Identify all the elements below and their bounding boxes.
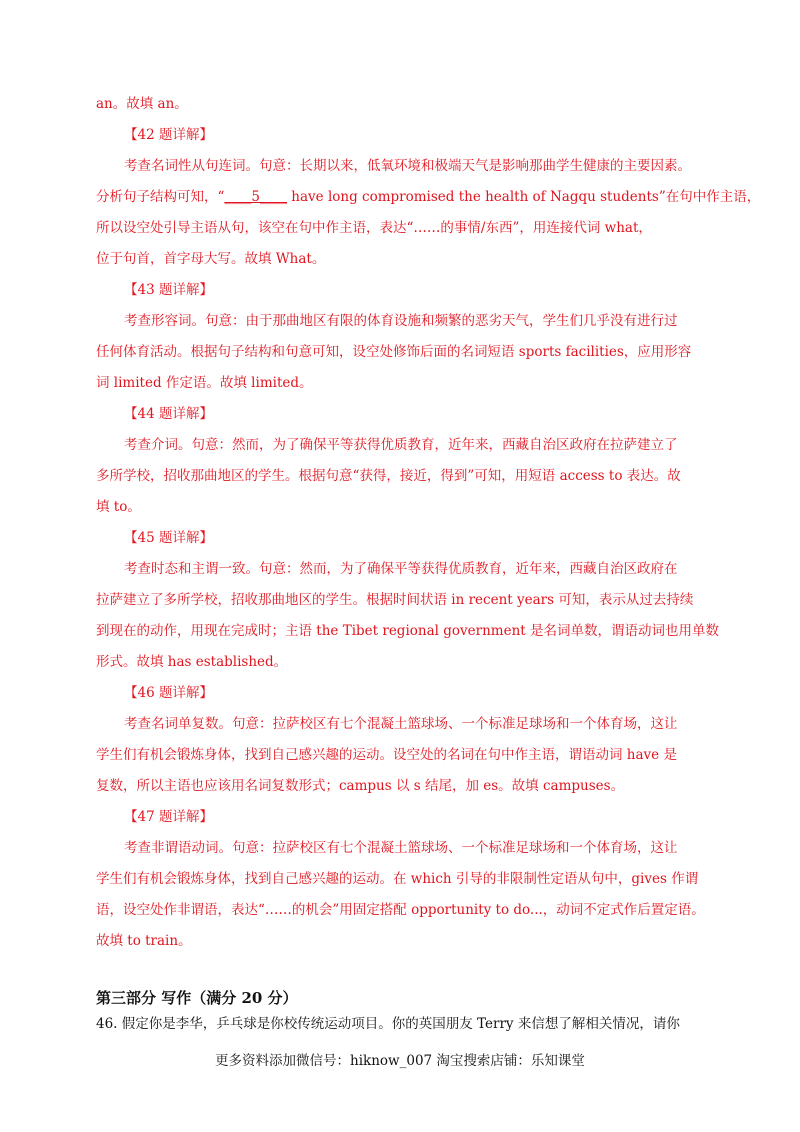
question-46: 46. 假定你是李华，乒乓球是你校传统运动项目。你的英国朋友 Terry 来信想了解相关情况，请你	[96, 1016, 680, 1032]
text-fragment: 分析句子结构可知，“	[96, 189, 225, 205]
text-line: 到现在的动作，用现在完成时；主语 the Tibet regional government 是名词单数，谓语动词也用单数	[96, 623, 719, 639]
text-line: 复数，所以主语也应该用名词复数形式；campus 以 s 结尾，加 es。故填 campuses。	[96, 778, 625, 794]
text-line: 考查时态和主谓一致。句意：然而，为了确保平等获得优质教育，近年来，西藏自治区政府在	[124, 561, 678, 577]
heading-45: 【45 题详解】	[124, 530, 213, 546]
heading-47: 【47 题详解】	[124, 809, 213, 825]
text-line: 考查形容词。句意：由于那曲地区有限的体育设施和频繁的恶劣天气，学生们几乎没有进行过	[124, 313, 678, 329]
text-fragment: have long compromised the health of Nagqu students”在句中作主语，	[287, 189, 761, 205]
section-title: 第三部分 写作（满分 20 分）	[96, 989, 298, 1007]
text-line: 词 limited 作定语。故填 limited。	[96, 375, 313, 391]
text-line: 考查名词单复数。句意：拉萨校区有七个混凝土篮球场、一个标准足球场和一个体育场，这让	[124, 716, 678, 732]
text-line: 考查非谓语动词。句意：拉萨校区有七个混凝土篮球场、一个标准足球场和一个体育场，这让	[124, 840, 678, 856]
text-line: 位于句首，首字母大写。故填 What。	[96, 251, 326, 267]
text-line-an: an。故填 an。	[96, 96, 188, 112]
text-line: 多所学校，招收那曲地区的学生。根据句意“获得，接近，得到”可知，用短语 access to 表达。故	[96, 468, 681, 484]
text-line: 考查介词。句意：然而，为了确保平等获得优质教育，近年来，西藏自治区政府在拉萨建立了	[124, 437, 678, 453]
page-footer: 更多资料添加微信号：hiknow_007 淘宝搜索店铺：乐知课堂	[215, 1053, 585, 1069]
heading-46: 【46 题详解】	[124, 685, 213, 701]
text-line: 学生们有机会锻炼身体，找到自己感兴趣的运动。在 which 引导的非限制性定语从句中，gives 作谓	[96, 871, 699, 887]
blank-5: ____5____	[224, 189, 287, 205]
heading-42: 【42 题详解】	[124, 127, 213, 143]
text-line: 拉萨建立了多所学校，招收那曲地区的学生。根据时间状语 in recent years 可知，表示从过去持续	[96, 592, 694, 608]
text-line: 故填 to train。	[96, 933, 192, 949]
heading-43: 【43 题详解】	[124, 282, 213, 298]
text-line: 填 to。	[96, 499, 141, 515]
text-line: 任何体育活动。根据句子结构和句意可知，设空处修饰后面的名词短语 sports facilities，应用形容	[96, 344, 692, 360]
text-line-blank	[96, 188, 761, 206]
text-line: 形式。故填 has established。	[96, 654, 288, 670]
text-line: 考查名词性从句连词。句意：长期以来，低氧环境和极端天气是影响那曲学生健康的主要因素。	[124, 158, 691, 174]
text-line: 学生们有机会锻炼身体，找到自己感兴趣的运动。设空处的名词在句中作主语，谓语动词 have 是	[96, 747, 677, 763]
text-line: 所以设空处引导主语从句，该空在句中作主语，表达“……的事情/东西”，用连接代词 what，	[96, 220, 652, 236]
heading-44: 【44 题详解】	[124, 406, 213, 422]
text-line: 语，设空处作非谓语，表达“……的机会”用固定搭配 opportunity to do...，动词不定式作后置定语。	[96, 902, 705, 918]
